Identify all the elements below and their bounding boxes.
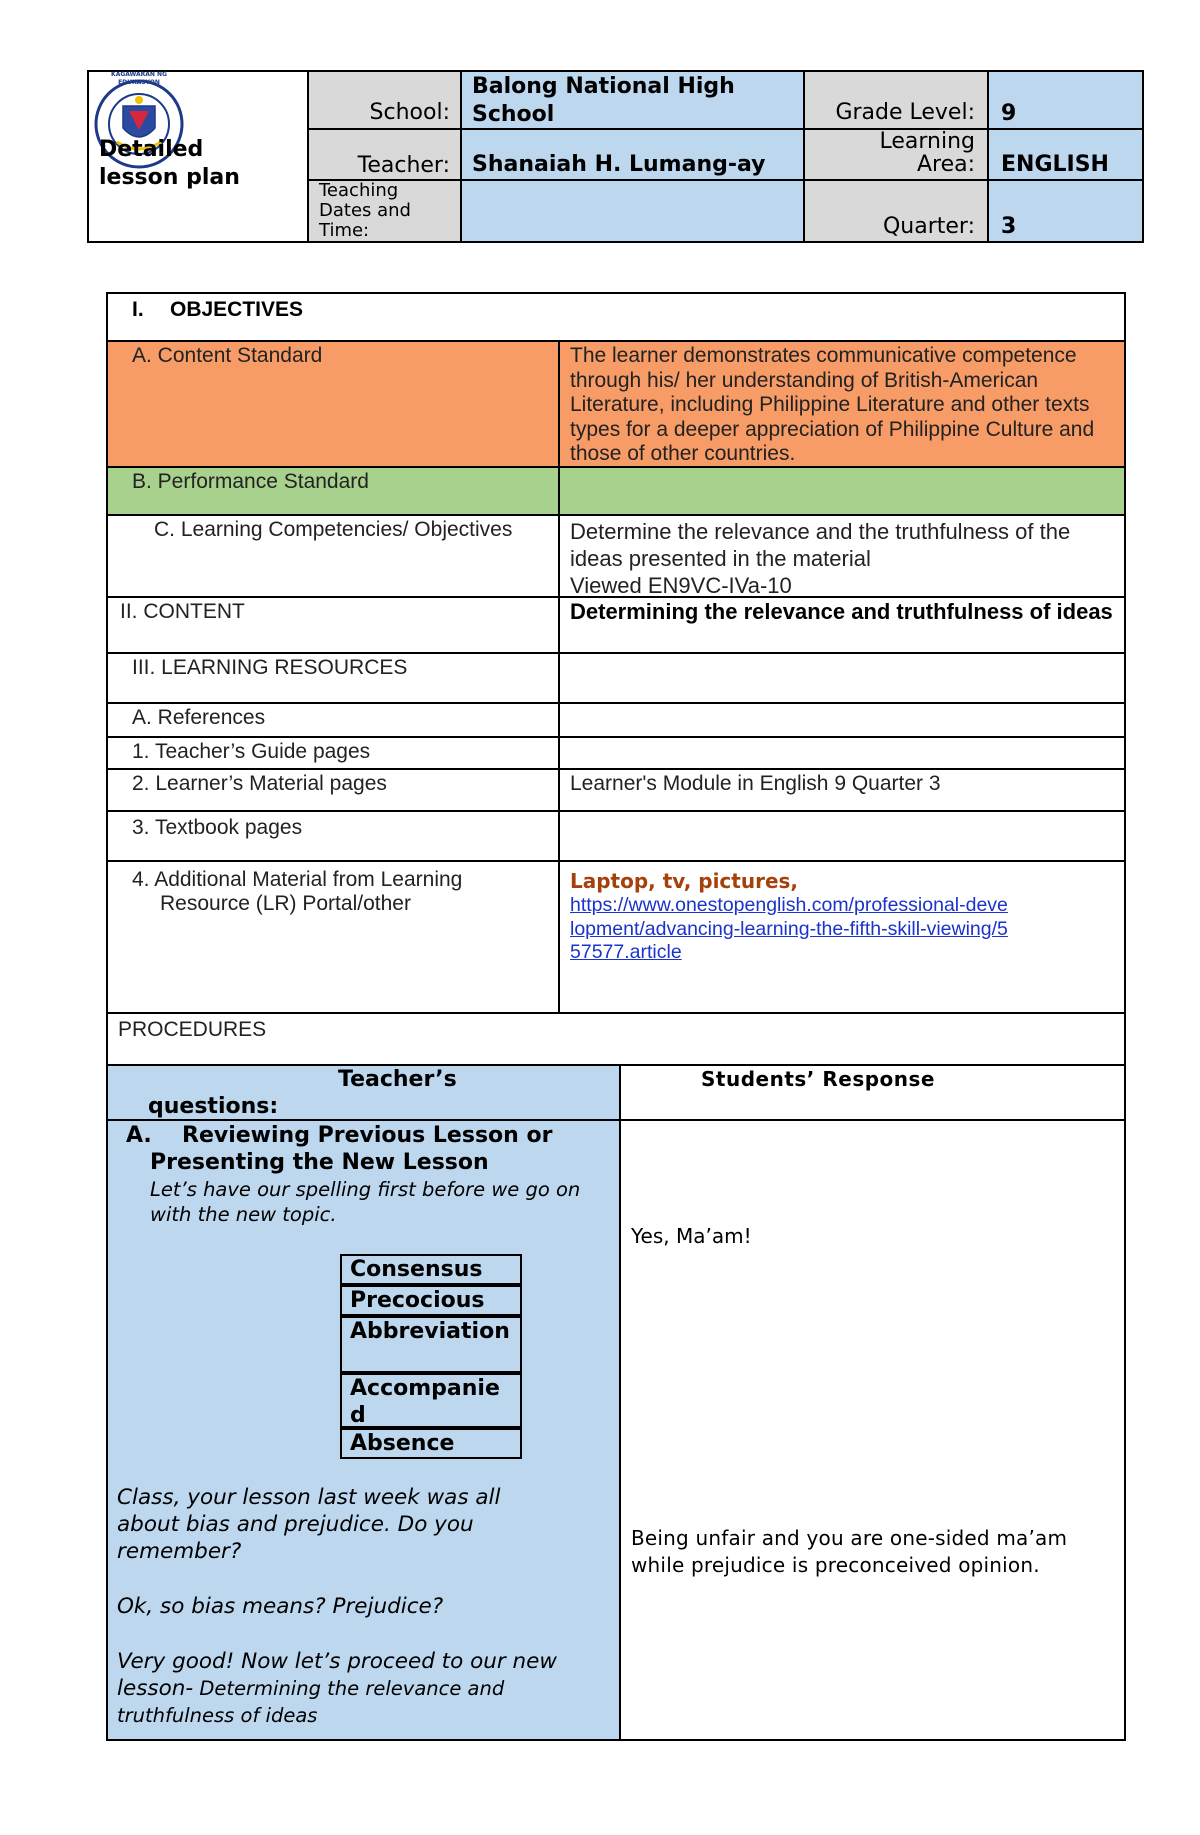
teacher-value-cell [460,128,805,181]
competencies-code: Viewed EN9VC-IVa-10 [570,573,792,598]
response-1: Yes, Ma’am! [631,1224,752,1248]
teacher-value: Shanaiah H. Lumang-ay [472,152,766,177]
content-standard-label: A. Content Standard [132,344,323,367]
question-3-bold: Very good! Now let’s proceed to our new lesson- [117,1649,557,1701]
lm-value-cell [558,768,1126,812]
grade-value-cell [987,70,1144,130]
tg-label: 1. Teacher’s Guide pages [132,740,371,763]
teacher-label: Teacher: [357,153,450,178]
dates-label-cell [307,179,462,243]
dates-label: Teaching Dates and Time: [319,180,411,241]
school-value: Balong National High School [472,74,735,127]
grade-label-cell [803,70,989,130]
spelling-word: Accompanied [340,1373,522,1428]
quarter-label-cell [803,179,989,243]
procedures-row [106,1012,1126,1066]
question-3 [117,1648,607,1729]
grade-value: 9 [1001,101,1017,126]
additional-label-cell [106,860,560,1014]
quarter-label: Quarter: [882,214,975,239]
procedures-label: PROCEDURES [118,1018,267,1041]
quarter-value: 3 [1001,214,1017,239]
objectives-num: I. [132,298,144,321]
resource-link[interactable]: https://www.onestopenglish.com/professional-development/advancing-learning-the-fifth-skill-viewing/557577.article [570,894,1008,963]
resources-value-cell [558,652,1126,704]
step-title: Reviewing Previous Lesson or Presenting the New Lesson [150,1123,553,1175]
grade-label: Grade Level: [835,100,975,125]
student-body-cell [619,1119,1126,1741]
question-2: Ok, so bias means? Prejudice? [117,1594,444,1619]
student-header: Students’ Response [701,1067,935,1091]
content-label-cell [106,596,560,654]
question-1: Class, your lesson last week was all about bias and prejudice. Do you remember? [117,1485,501,1564]
lm-label-cell [106,768,560,812]
doc-title: Detailed lesson plan [99,137,240,190]
objectives-heading: OBJECTIVES [170,298,304,321]
additional-value: Laptop, tv, pictures, [570,869,799,893]
quarter-value-cell [987,179,1144,243]
competencies-label: C. Learning Competencies/ Objectives [154,518,513,541]
step-intro: Let’s have our spelling first before we go on with the new topic. [150,1178,581,1226]
teacher-header: Teacher’s questions: [148,1067,457,1119]
content-text-cell [558,596,1126,654]
performance-standard-text-cell [558,466,1126,516]
performance-standard-label-cell [106,466,560,516]
textbook-value-cell [558,810,1126,862]
teacher-header-cell [106,1064,621,1121]
competencies-label-cell [106,514,560,598]
question-3-rest: Determining the relevance and truthfulness of ideas [117,1677,505,1727]
school-value-cell [460,70,805,130]
spelling-word: Absence [340,1428,522,1459]
tg-value-cell [558,736,1126,770]
student-header-cell [619,1064,1126,1121]
additional-value-cell [558,860,1126,1014]
competencies-text-cell [558,514,1126,598]
teacher-label-cell [307,128,462,181]
references-label: A. References [132,706,266,729]
performance-standard-label: B. Performance Standard [132,470,369,493]
content-standard-label-cell [106,340,560,468]
content-standard-text: The learner demonstrates communicative competence through his/ her understanding of British-American Literature, including Philippine Literature and other texts types for a deeper appreciation of Philippine Culture and those of other countries. [570,344,1095,465]
area-label: Learning Area: [879,129,975,177]
content-text: Determining the relevance and truthfulness of ideas [570,599,1113,624]
response-2: Being unfair and you are one-sided ma’am while prejudice is preconceived opinion. [631,1526,1068,1577]
school-label-cell [307,70,462,130]
resources-label-cell [106,652,560,704]
teacher-body-cell [106,1119,621,1741]
textbook-label-cell [106,810,560,862]
lm-label: 2. Learner’s Material pages [132,772,387,795]
references-label-cell [106,702,560,738]
references-value-cell [558,702,1126,738]
area-value-cell [987,128,1144,181]
area-value: ENGLISH [1001,152,1109,177]
area-label-cell [803,128,989,181]
additional-label-cont: Resource (LR) Portal/other [160,892,411,915]
spelling-word: Precocious [340,1285,522,1316]
lm-value: Learner's Module in English 9 Quarter 3 [570,772,941,795]
additional-label: 4. Additional Material from Learning [132,868,463,891]
spelling-word: Abbreviation [340,1316,522,1373]
dates-value-cell[interactable] [460,179,805,243]
textbook-label: 3. Textbook pages [132,816,303,839]
logo-ring-text: KAGAWARAN NG EDUKASYON [111,71,167,86]
spelling-word: Consensus [340,1254,522,1285]
content-standard-text-cell [558,340,1126,468]
objectives-row [106,292,1126,342]
tg-label-cell [106,736,560,770]
competencies-text: Determine the relevance and the truthfulness of the ideas presented in the material [570,519,1071,571]
school-label: School: [369,100,450,125]
step-letter: A. [126,1123,152,1148]
resources-label: III. LEARNING RESOURCES [132,656,408,679]
content-label: II. CONTENT [120,600,245,623]
logo-cell [87,70,309,243]
